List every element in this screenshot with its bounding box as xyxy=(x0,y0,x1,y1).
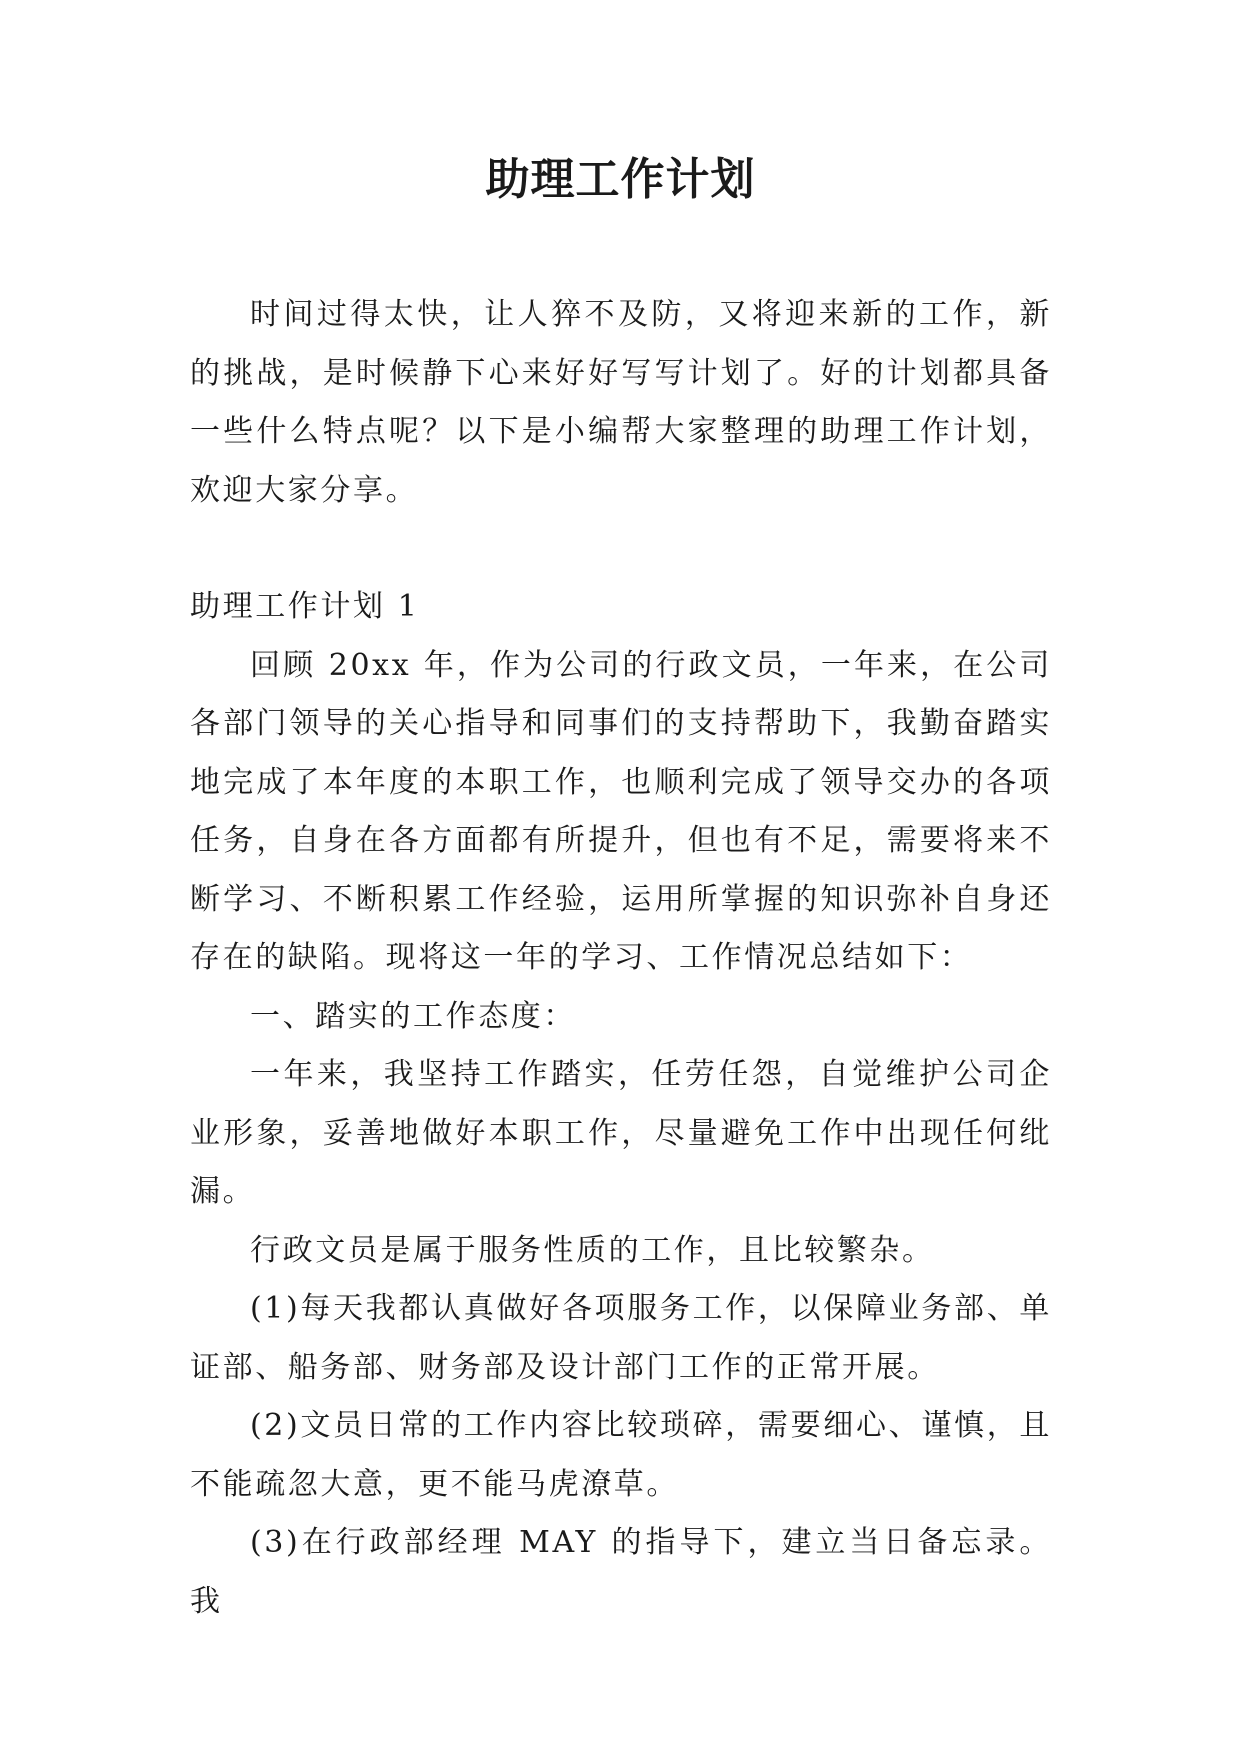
body-paragraph: 一、踏实的工作态度： xyxy=(250,998,576,1034)
body-paragraph: (3)在行政部经理 MAY 的指导下，建立当日备忘录。我 xyxy=(190,1525,1052,1619)
document-title: 助理工作计划 xyxy=(485,154,756,205)
intro-paragraph: 时间过得太快，让人猝不及防，又将迎来新的工作，新的挑战，是时候静下心来好好写写计划了。好的计划都具备一些什么特点呢？以下是小编帮大家整理的助理工作计划，欢迎大家分享。 xyxy=(190,297,1052,508)
body-paragraph: 行政文员是属于服务性质的工作，且比较繁杂。 xyxy=(250,1232,935,1268)
body-paragraph: (1)每天我都认真做好各项服务工作，以保障业务部、单证部、船务部、财务部及设计部门工作的正常开展。 xyxy=(190,1291,1052,1385)
body-paragraph: (2)文员日常的工作内容比较琐碎，需要细心、谨慎，且不能疏忽大意，更不能马虎潦草。 xyxy=(190,1408,1052,1502)
document-body xyxy=(190,286,1052,1631)
section-heading: 助理工作计划 1 xyxy=(190,589,420,624)
body-paragraph: 回顾 20xx 年，作为公司的行政文员，一年来，在公司各部门领导的关心指导和同事们的支持帮助下，我勤奋踏实地完成了本年度的本职工作，也顺利完成了领导交办的各项任务，自身在各方面都有所提升，但也有不足，需要将来不断学习、不断积累工作经验，运用所掌握的知识弥补自身还存在的缺陷。现将这一年的学习、工作情况总结如下： xyxy=(190,647,1052,975)
body-paragraph: 一年来，我坚持工作踏实，任劳任怨，自觉维护公司企业形象，妥善地做好本职工作，尽量避免工作中出现任何纰漏。 xyxy=(190,1057,1052,1209)
